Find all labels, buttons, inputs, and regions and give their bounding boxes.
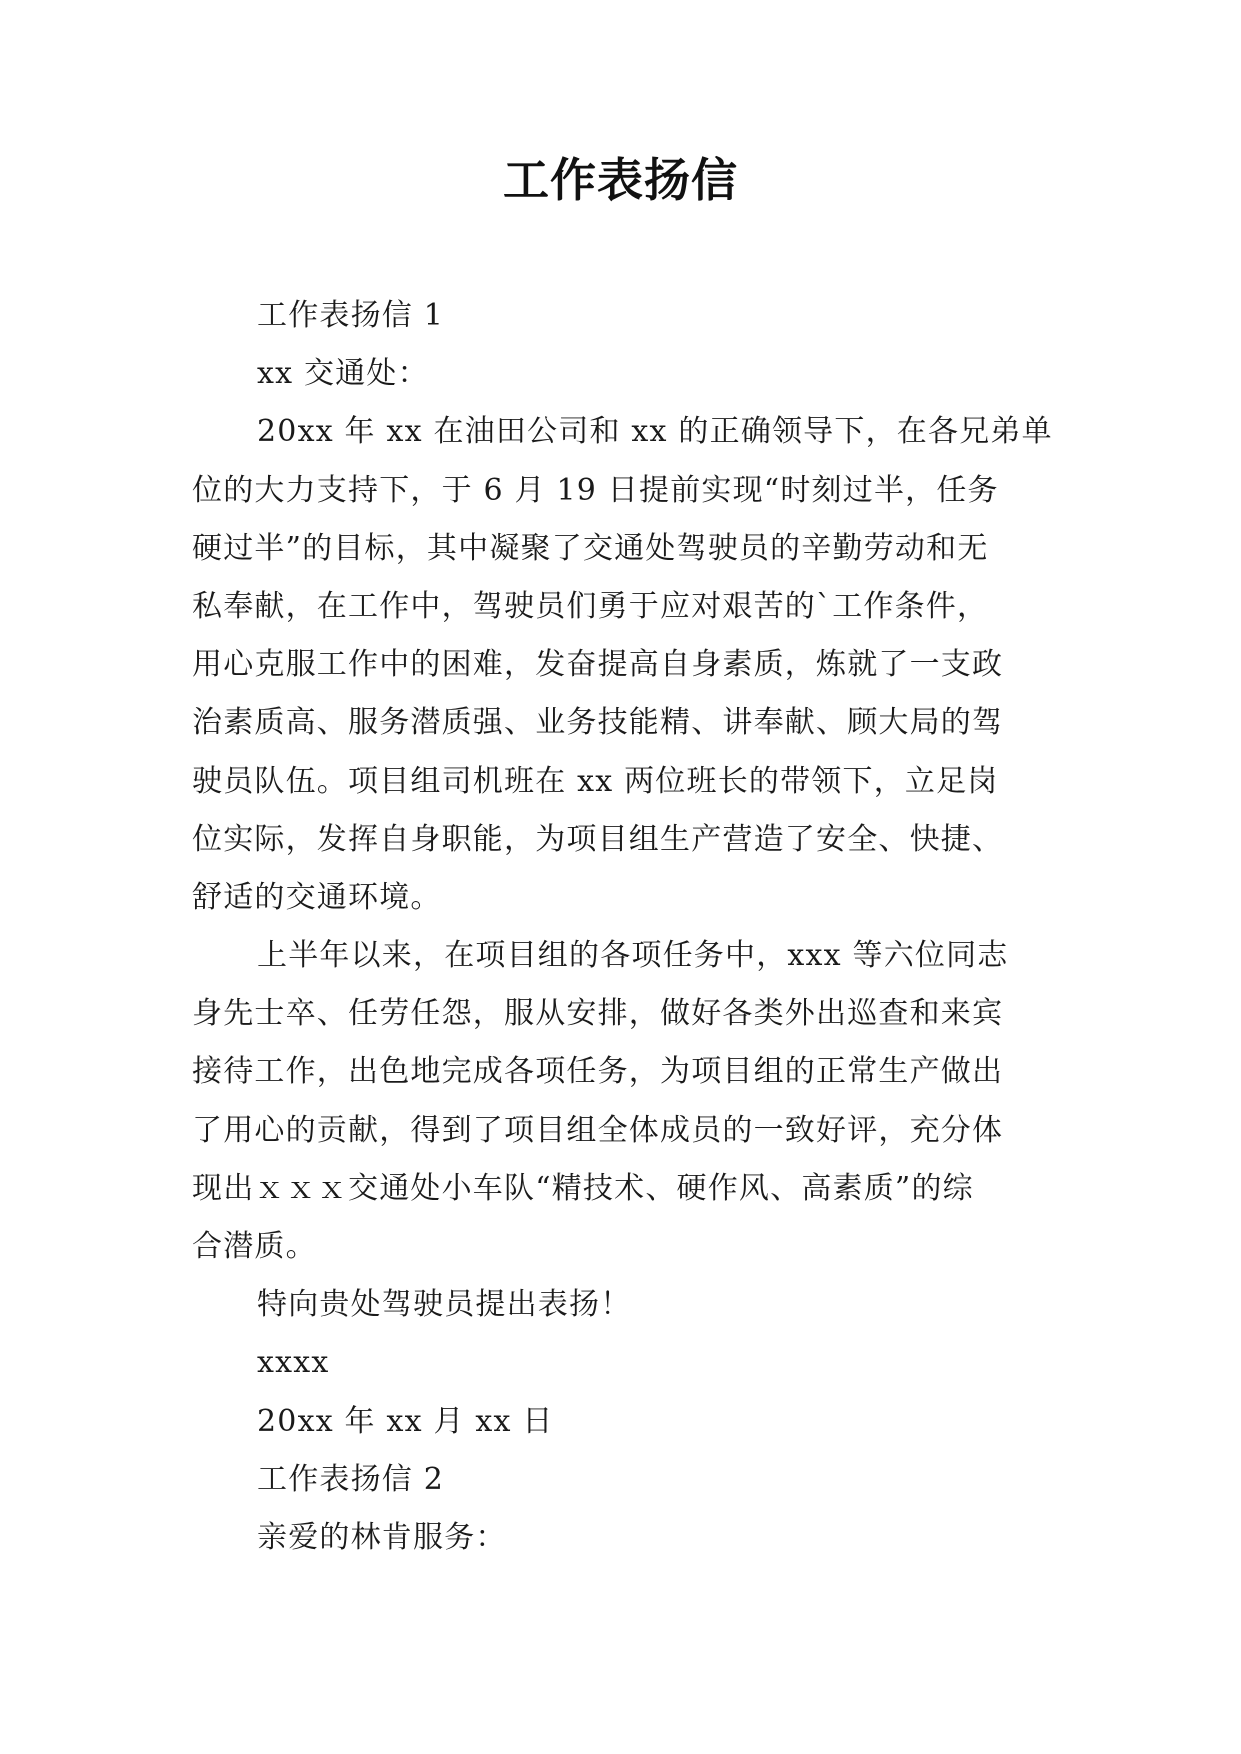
paragraph-line: 上半年以来，在项目组的各项任务中，xxx 等六位同志	[257, 938, 1009, 974]
signature: xxxx	[257, 1345, 330, 1381]
section-heading-1: 工作表扬信 1	[257, 298, 445, 333]
paragraph-line: 用心克服工作中的困难，发奋提高自身素质，炼就了一支政	[192, 647, 1004, 683]
salutation-1: xx 交通处：	[257, 356, 429, 392]
date: 20xx 年 xx 月 xx 日	[257, 1403, 554, 1439]
paragraph-line: 现出ｘｘｘ交通处小车队“精技术、硬作风、高素质”的综	[192, 1170, 974, 1206]
paragraph-line: 驶员队伍。项目组司机班在 xx 两位班长的带领下，立足岗	[192, 763, 999, 799]
paragraph-line: 舒适的交通环境。	[192, 879, 442, 915]
paragraph-line: 位的大力支持下，于 6 月 19 日提前实现“时刻过半，任务	[192, 472, 999, 508]
paragraph-line: 治素质高、服务潜质强、业务技能精、讲奉献、顾大局的驾	[192, 705, 1004, 741]
document-title: 工作表扬信	[503, 153, 738, 207]
salutation-2: 亲爱的林肯服务：	[257, 1519, 507, 1555]
paragraph-line: 20xx 年 xx 在油田公司和 xx 的正确领导下，在各兄弟单	[257, 414, 1053, 450]
paragraph-line: 了用心的贡献，得到了项目组全体成员的一致好评，充分体	[192, 1112, 1004, 1148]
closing-line: 特向贵处驾驶员提出表扬！	[257, 1287, 632, 1323]
paragraph-line: 私奉献，在工作中，驾驶员们勇于应对艰苦的`工作条件，	[192, 588, 989, 624]
paragraph-line: 硬过半”的目标，其中凝聚了交通处驾驶员的辛勤劳动和无	[192, 530, 989, 566]
paragraph-line: 身先士卒、任劳任怨，服从安排，做好各类外出巡查和来宾	[192, 996, 1004, 1032]
section-heading-2: 工作表扬信 2	[257, 1461, 445, 1497]
paragraph-line: 接待工作，出色地完成各项任务，为项目组的正常生产做出	[192, 1054, 1004, 1090]
paragraph-line: 位实际，发挥自身职能，为项目组生产营造了安全、快捷、	[192, 821, 1004, 857]
paragraph-line: 合潜质。	[192, 1229, 317, 1264]
document-body	[192, 287, 1052, 1567]
